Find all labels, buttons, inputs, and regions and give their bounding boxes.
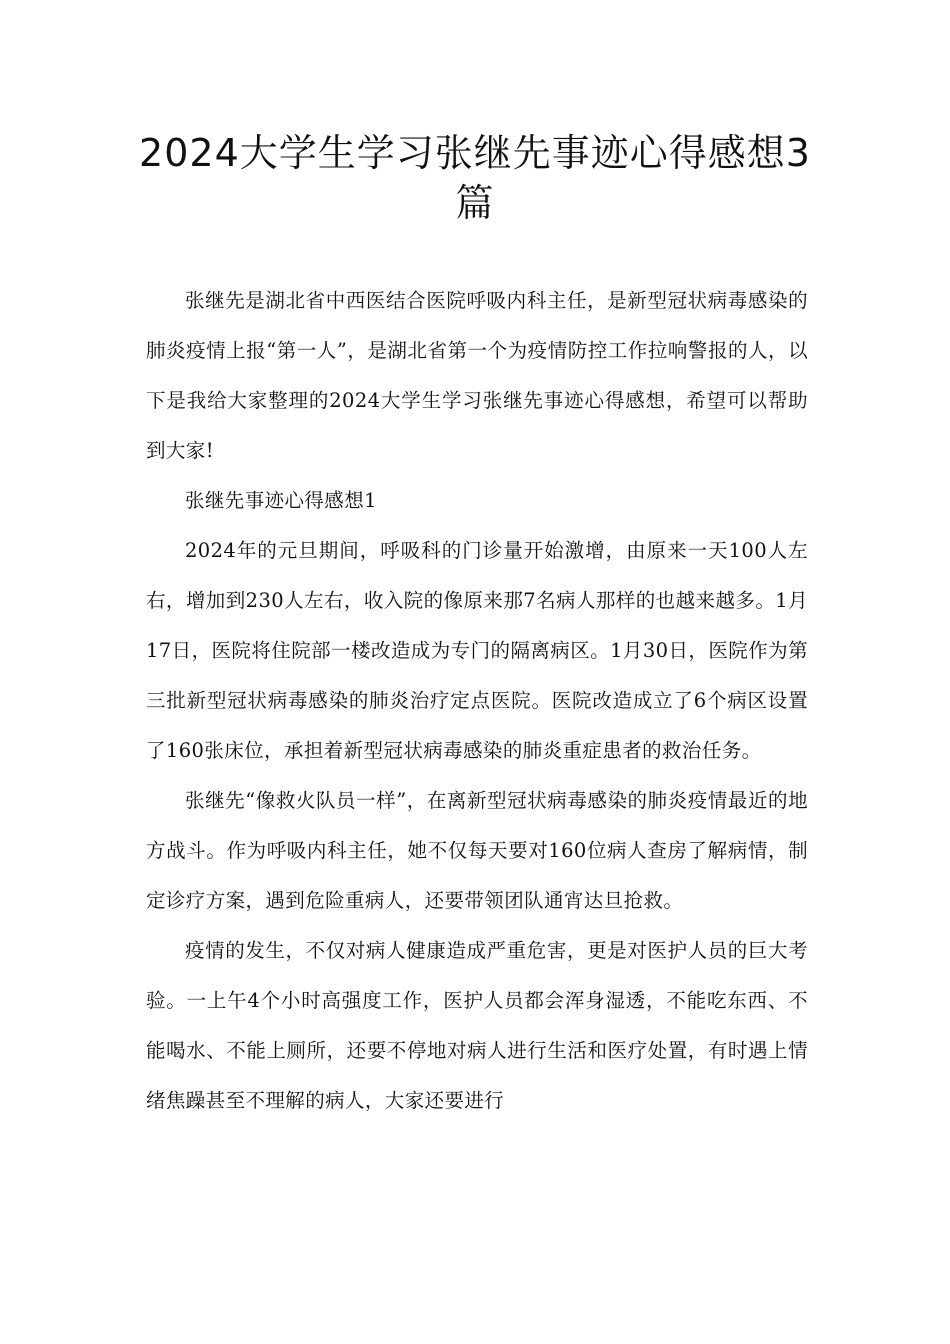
section-heading: 张继先事迹心得感想1 xyxy=(185,489,377,512)
intro-paragraph: 张继先是湖北省中西医结合医院呼吸内科主任，是新型冠状病毒感染的肺炎疫情上报“第一人”，是湖北省第一个为疫情防控工作拉响警报的人，以下是我给大家整理的2024大学生学习张继先事迹心得感想，希望可以帮助到大家! xyxy=(146,289,808,462)
document-title: 2024大学生学习张继先事迹心得感想3篇 xyxy=(139,131,811,225)
document-body xyxy=(146,276,808,1126)
body-paragraph: 2024年的元旦期间，呼吸科的门诊量开始激增，由原来一天100人左右，增加到230人左右，收入院的像原来那7名病人那样的也越来越多。1月17日，医院将住院部一楼改造成为专门的隔离病区。1月30日，医院作为第三批新型冠状病毒感染的肺炎治疗定点医院。医院改造成立了6个病区设置了160张床位，承担着新型冠状病毒感染的肺炎重症患者的救治任务。 xyxy=(146,539,808,762)
body-paragraph: 疫情的发生，不仅对病人健康造成严重危害，更是对医护人员的巨大考验。一上午4个小时高强度工作，医护人员都会浑身湿透，不能吃东西、不能喝水、不能上厕所，还要不停地对病人进行生活和医疗处置，有时遇上情绪焦躁甚至不理解的病人，大家还要进行 xyxy=(146,939,808,1112)
body-paragraph: 张继先“像救火队员一样”，在离新型冠状病毒感染的肺炎疫情最近的地方战斗。作为呼吸内科主任，她不仅每天要对160位病人查房了解病情，制定诊疗方案，遇到危险重病人，还要带领团队通宵达旦抢救。 xyxy=(146,789,808,912)
